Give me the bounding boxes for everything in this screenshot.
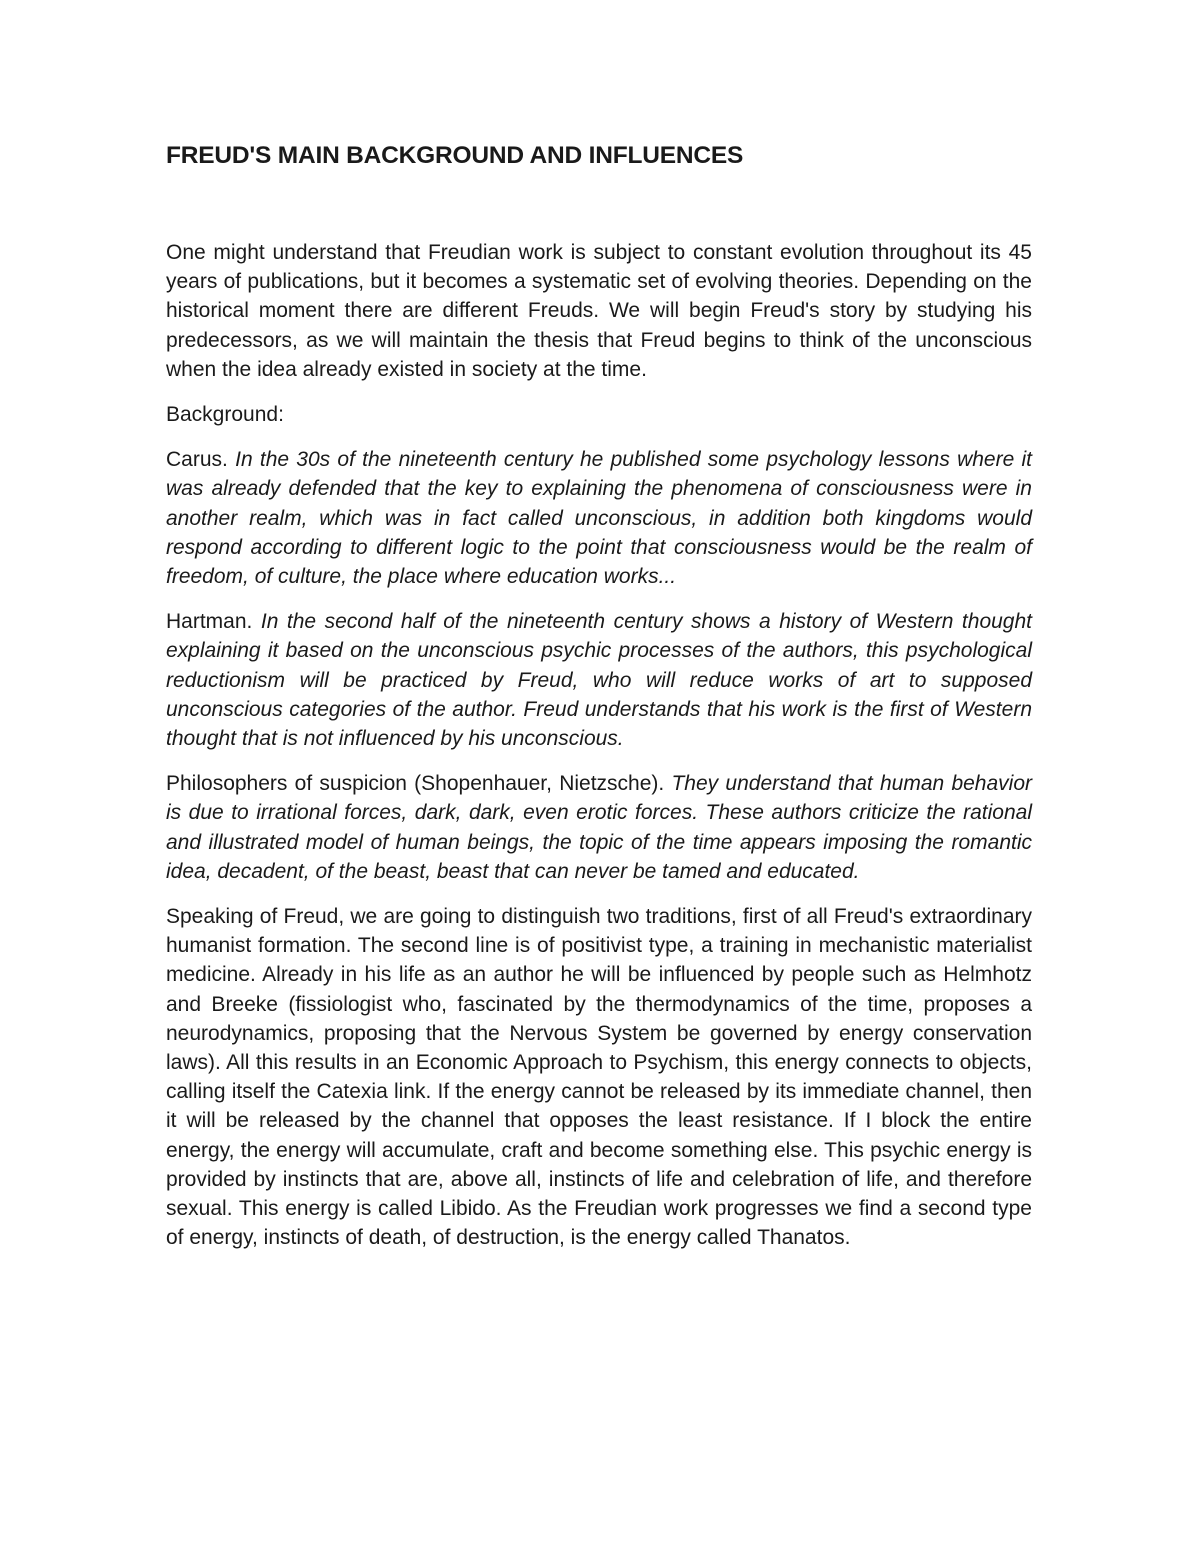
entry-label: Carus.: [166, 448, 228, 472]
entry-text: In the second half of the nineteenth century shows a history of Western thought explaining it based on the unconscious psychic processes of the authors, this psychological reductionism will be practiced by Freud, who will reduce works of art to supposed unconscious categories of the author. Freud understands that his work is the first of Western thought that is not influenced by his unconscious.: [166, 610, 1033, 751]
document-page: [166, 138, 1032, 1269]
entry-label: Philosophers of suspicion (Shopenhauer, Nietzsche).: [166, 772, 665, 796]
background-heading: Background:: [166, 403, 284, 427]
entry-text: In the 30s of the nineteenth century he published some psychology lessons where it was already defended that the key to explaining the phenomena of consciousness were in another realm, which was in fact called unconscious, in addition both kingdoms would respond according to different logic to the point that consciousness would be the realm of freedom, of culture, the place where education works...: [166, 448, 1032, 589]
intro-paragraph: One might understand that Freudian work is subject to constant evolution throughout its 45 years of publications, but it becomes a systematic set of evolving theories. Depending on the historical moment there are different Freuds. We will begin Freud's story by studying his predecessors, as we will maintain the thesis that Freud begins to think of the unconscious when the idea already existed in society at the time.: [166, 241, 1032, 381]
entry-label: Hartman.: [166, 610, 253, 634]
entry-hartman: [166, 607, 1032, 753]
entry-carus: [166, 445, 1032, 591]
entry-text: They understand that human behavior is due to irrational forces, dark, dark, even erotic forces. These authors criticize the rational and illustrated model of human beings, the topic of the time appears imposing the romantic idea, decadent, of the beast, beast that can never be tamed and educated.: [166, 772, 1032, 883]
entry-philosophers-of-suspicion: [166, 769, 1032, 886]
closing-paragraph: Speaking of Freud, we are going to distinguish two traditions, first of all Freud's extraordinary humanist formation. The second line is of positivist type, a training in mechanistic materialist medicine. Already in his life as an author he will be influenced by people such as Helmhotz and Breeke (fissiologist who, fascinated by the thermodynamics of the time, proposes a neurodynamics, proposing that the Nervous System be governed by energy conservation laws). All this results in an Economic Approach to Psychism, this energy connects to objects, calling itself the Catexia link. If the energy cannot be released by its immediate channel, then it will be released by the channel that opposes the least resistance. If I block the entire energy, the energy will accumulate, craft and become something else. This psychic energy is provided by instincts that are, above all, instincts of life and celebration of life, and therefore sexual. This energy is called Libido. As the Freudian work progresses we find a second type of energy, instincts of death, of destruction, is the energy called Thanatos.: [166, 905, 1032, 1250]
document-title: FREUD'S MAIN BACKGROUND AND INFLUENCES: [166, 142, 744, 169]
